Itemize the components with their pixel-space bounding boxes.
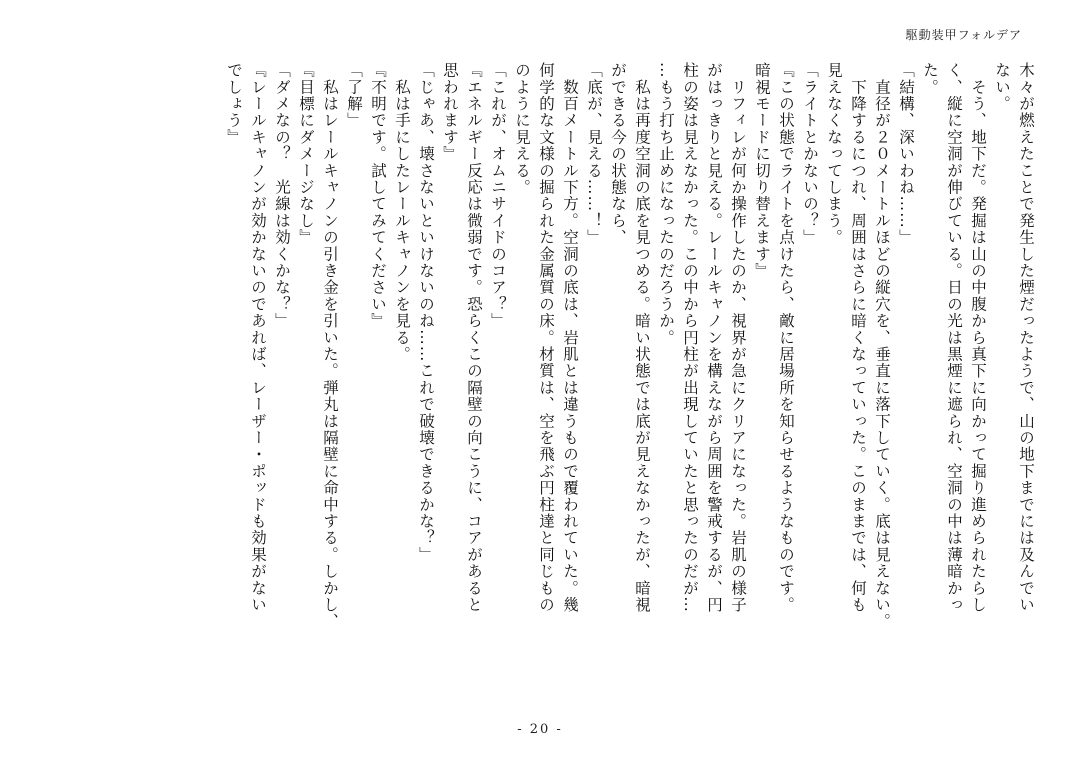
text-line: 木々が燃えたことで発生した煙だったようで、山の地下までには及んでい (1017, 62, 1035, 614)
text-line: く、縦に空洞が伸びている。日の光は黒煙に遮られ、空洞の中は薄暗かっ (945, 62, 963, 614)
text-line: 直径が２０メートルほどの縦穴を、垂直に落下していく。底は見えない。 (873, 62, 891, 630)
text-line: 『レールキャノンが効かないのであれば、レーザー・ポッドも効果がない (249, 62, 267, 614)
text-line: 『この状態でライトを点けたら、敵に居場所を知らせるようなものです。 (777, 62, 795, 614)
page-number: - 20 - (517, 722, 563, 737)
text-line: 私は手にしたレールキャノンを見る。 (393, 62, 411, 363)
text-line: 下降するにつれ、周囲はさらに暗くなっていった。このままでは、何も (849, 62, 867, 614)
text-line: た。 (921, 62, 939, 96)
text-line: 『目標にダメージなし』 (297, 62, 315, 246)
text-line: 『不明です。試してみてください』 (369, 62, 387, 330)
text-line: のように見える。 (513, 62, 531, 196)
text-line: 「じゃあ、壊さないといけないのね……これで破壊できるかな？」 (417, 62, 435, 563)
text-line: 見えなくなってしまう。 (825, 62, 843, 246)
body-text (70, 62, 1038, 702)
text-line: …もう打ち止めになったのだろうか。 (657, 62, 675, 346)
text-line: 『エネルギー反応は微弱です。恐らくこの隔壁の向こうに、コアがあると (465, 62, 483, 614)
text-line: 「底が、見える……！」 (585, 62, 603, 246)
text-line: 思われます』 (441, 62, 459, 163)
text-line: 「了解」 (345, 62, 363, 129)
running-header: 駆動装甲フォルデア (905, 28, 1022, 42)
text-line: 「ライトとかないの？」 (801, 62, 819, 246)
text-line: ができる今の状態なら、 (609, 62, 627, 246)
text-line: 私はレールキャノンの引き金を引いた。弾丸は隔壁に命中する。しかし、 (321, 62, 339, 630)
text-line: ない。 (993, 62, 1011, 113)
text-line: がはっきりと見える。レールキャノンを構えながら周囲を警戒するが、円 (705, 62, 723, 614)
text-line: リフィレが何か操作したのか、視界が急にクリアになった。岩肌の様子 (729, 62, 747, 614)
text-line: 「ダメなの？ 光線は効くかな？」 (273, 62, 291, 330)
text-line: 「結構、深いわね……」 (897, 62, 915, 246)
text-line: 何学的な文様の掘られた金属質の床。材質は、空を飛ぶ円柱達と同じもの (537, 62, 555, 614)
text-line: 数百メートル下方。空洞の底は、岩肌とは違うもので覆われていた。幾 (561, 62, 579, 614)
text-line: 暗視モードに切り替えます』 (753, 62, 771, 280)
text-line: 私は再度空洞の底を見つめる。暗い状態では底が見えなかったが、暗視 (633, 62, 651, 614)
text-line: そう、地下だ。発掘は山の中腹から真下に向かって掘り進められたらし (969, 62, 987, 614)
text-line: でしょう』 (225, 62, 243, 146)
text-line: 「これが、オムニサイドのコア？」 (489, 62, 507, 330)
text-line: 柱の姿は見えなかった。この中から円柱が出現していたと思ったのだが… (681, 62, 699, 614)
